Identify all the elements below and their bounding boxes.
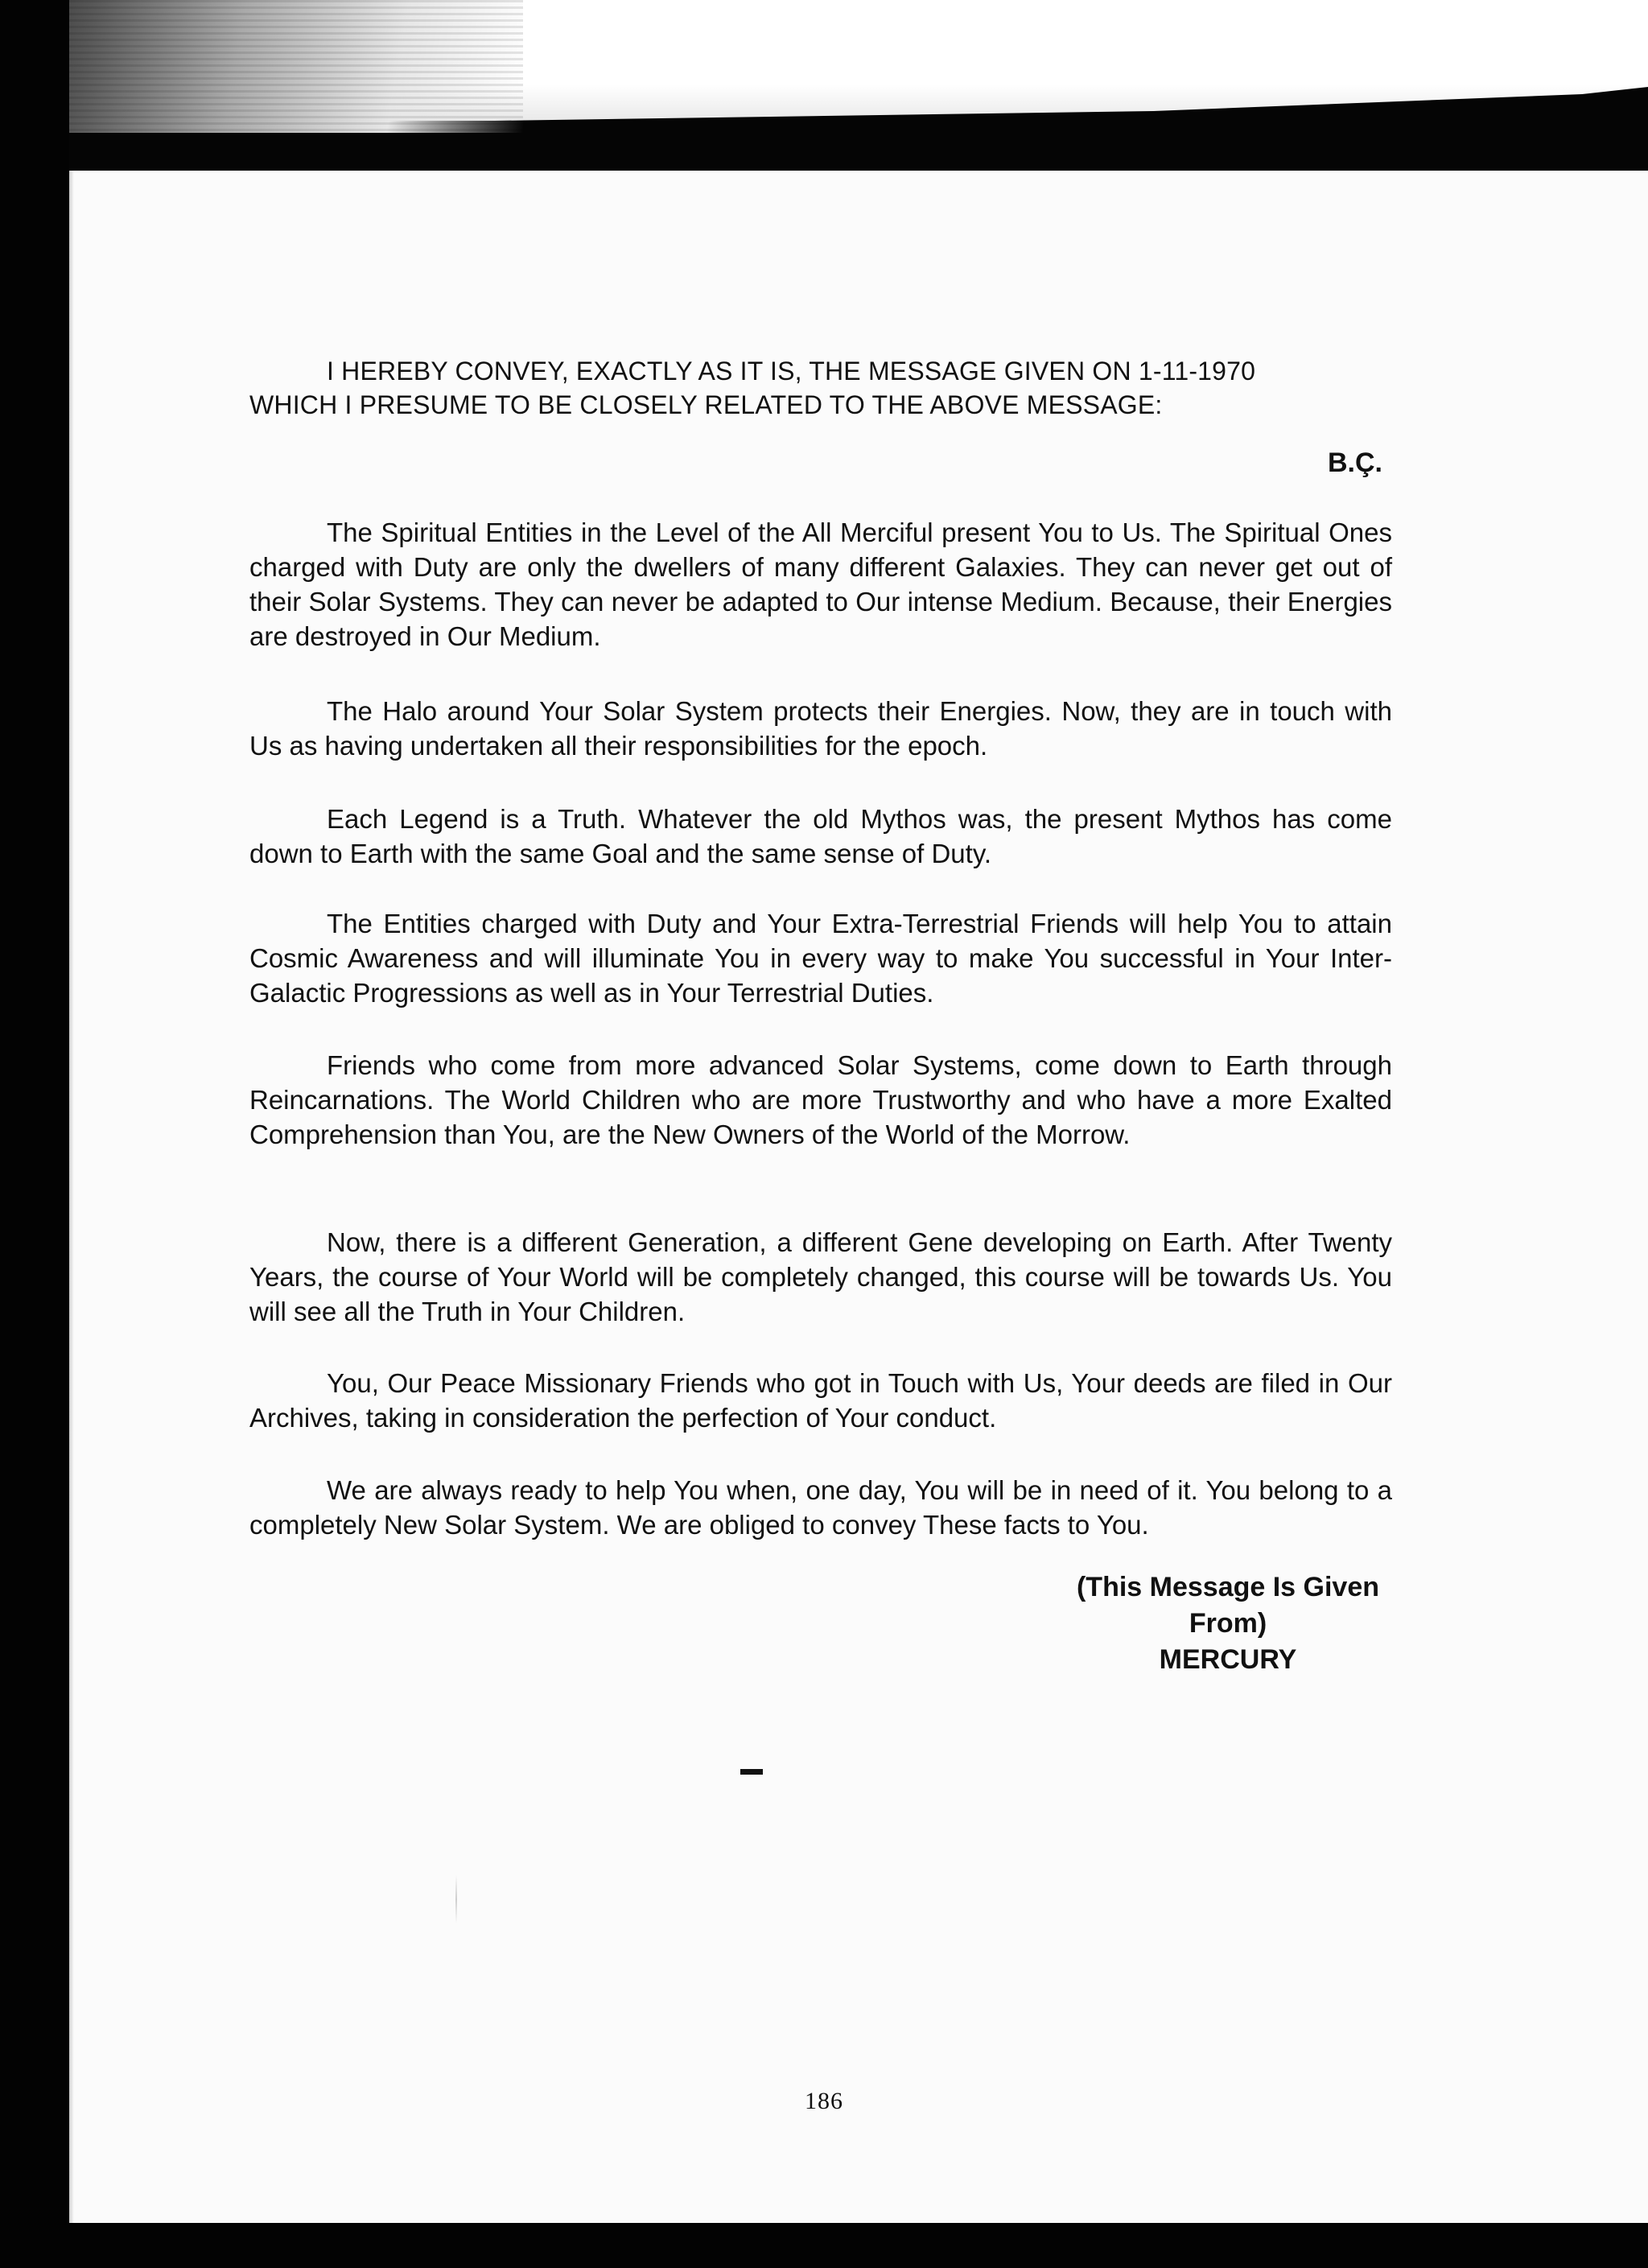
paragraph-8: We are always ready to help You when, one day, You will be in need of it. You belong to a completely New Solar System. We are obliged to convey These facts to You. bbox=[249, 1475, 1392, 1540]
signoff-source-line: (This Message Is Given From) bbox=[1076, 1572, 1380, 1639]
paragraph-3: Each Legend is a Truth. Whatever the old Mythos was, the present Mythos has come down to Earth with the same Goal and the same sense of Duty. bbox=[249, 804, 1392, 868]
heading-line-1: I HEREBY CONVEY, EXACTLY AS IT IS, THE MESSAGE GIVEN ON 1-11-1970 bbox=[327, 357, 1256, 386]
scan-border-bottom bbox=[0, 2223, 1648, 2268]
author-initials: B.Ç. bbox=[1328, 447, 1382, 478]
scan-artifact-corner bbox=[0, 0, 523, 133]
message-signoff bbox=[906, 1569, 1389, 1678]
paragraph-2: The Halo around Your Solar System protects their Energies. Now, they are in touch with Us as having undertaken all their responsibilities for the epoch. bbox=[249, 696, 1392, 761]
paragraph-6: Now, there is a different Generation, a different Gene developing on Earth. After Twenty Years, the course of Your World will be completely changed, this course will be towards Us. You will see all the Truth in Your Children. bbox=[249, 1227, 1392, 1326]
paragraph-7: You, Our Peace Missionary Friends who got in Touch with Us, Your deeds are filed in Our Archives, taking in consideration the perfection of Your conduct. bbox=[249, 1368, 1392, 1433]
paragraph-4: The Entities charged with Duty and Your Extra-Terrestrial Friends will help You to attain Cosmic Awareness and will illuminate You in every way to make You successful in Your Inter-Galactic Progressions as well as in Your Terrestrial Duties. bbox=[249, 909, 1392, 1008]
paragraph-5: Friends who come from more advanced Solar Systems, come down to Earth through Reincarnations. The World Children who are more Trustworthy and who have a more Exalted Comprehension than You, are the New Owners of the World of the Morrow. bbox=[249, 1050, 1392, 1149]
document-heading bbox=[249, 354, 1392, 422]
page-edge-shadow bbox=[69, 171, 74, 2223]
heading-line-2: WHICH I PRESUME TO BE CLOSELY RELATED TO THE ABOVE MESSAGE: bbox=[249, 390, 1163, 419]
scan-border-left bbox=[0, 0, 69, 2268]
page-number: 186 bbox=[805, 2088, 843, 2114]
scan-speck bbox=[455, 1875, 457, 1924]
document-page bbox=[69, 171, 1648, 2223]
signoff-planet-name: MERCURY bbox=[1159, 1644, 1297, 1675]
paragraph-1: The Spiritual Entities in the Level of the All Merciful present You to Us. The Spiritual Ones charged with Duty are only the dwellers of many different Galaxies. They can never get out of their Solar Systems. They can never be adapted to Our intense Medium. Because, their Energies are destroyed in Our Medium. bbox=[249, 518, 1392, 651]
separator-dash bbox=[740, 1769, 763, 1775]
